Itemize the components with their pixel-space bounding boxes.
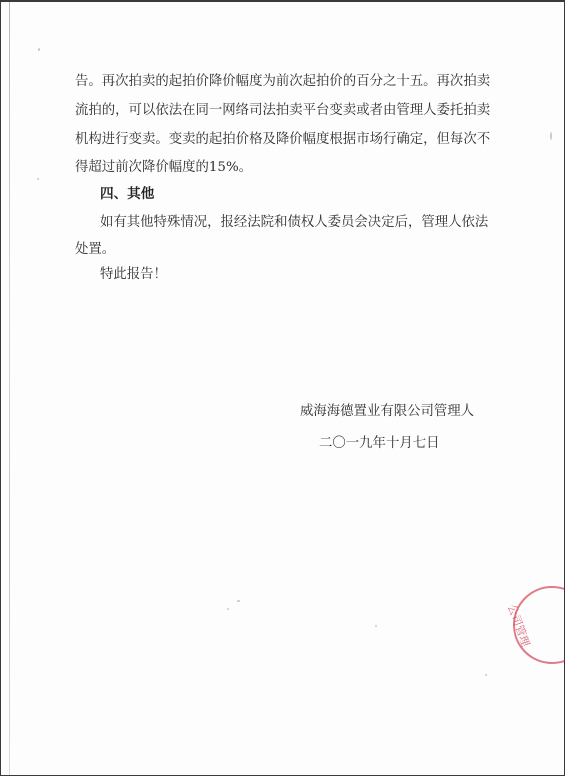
section-heading: 四、其他 — [100, 186, 155, 202]
signature-date: 二〇一九年十月七日 — [319, 436, 440, 451]
seal-text: 公司管理 — [504, 602, 533, 649]
scan-speck — [237, 600, 240, 602]
scan-speck — [550, 132, 552, 140]
scan-speck — [37, 178, 39, 180]
scan-speck — [375, 625, 377, 627]
paragraph-line: 告。再次拍卖的起拍价降价幅度为前次起拍价的百分之十五。再次拍卖 — [75, 74, 491, 89]
scan-edge-line — [9, 2, 10, 775]
scan-speck — [485, 674, 487, 676]
scan-speck — [227, 608, 229, 610]
scan-speck — [38, 48, 40, 51]
paragraph-line: 得超过前次降价幅度的15%。 — [75, 160, 253, 175]
signature-organization: 威海海德置业有限公司管理人 — [300, 404, 475, 419]
paragraph-line: 机构进行变卖。变卖的起拍价格及降价幅度根据市场行确定，但每次不 — [75, 132, 491, 147]
paragraph-line: 流拍的，可以依法在同一网络司法拍卖平台变卖或者由管理人委托拍卖 — [75, 103, 491, 118]
closing-line: 特此报告！ — [100, 267, 167, 282]
paragraph-line: 处置。 — [75, 242, 116, 257]
paragraph-line: 如有其他特殊情况，报经法院和债权人委员会决定后，管理人依法 — [100, 215, 489, 230]
